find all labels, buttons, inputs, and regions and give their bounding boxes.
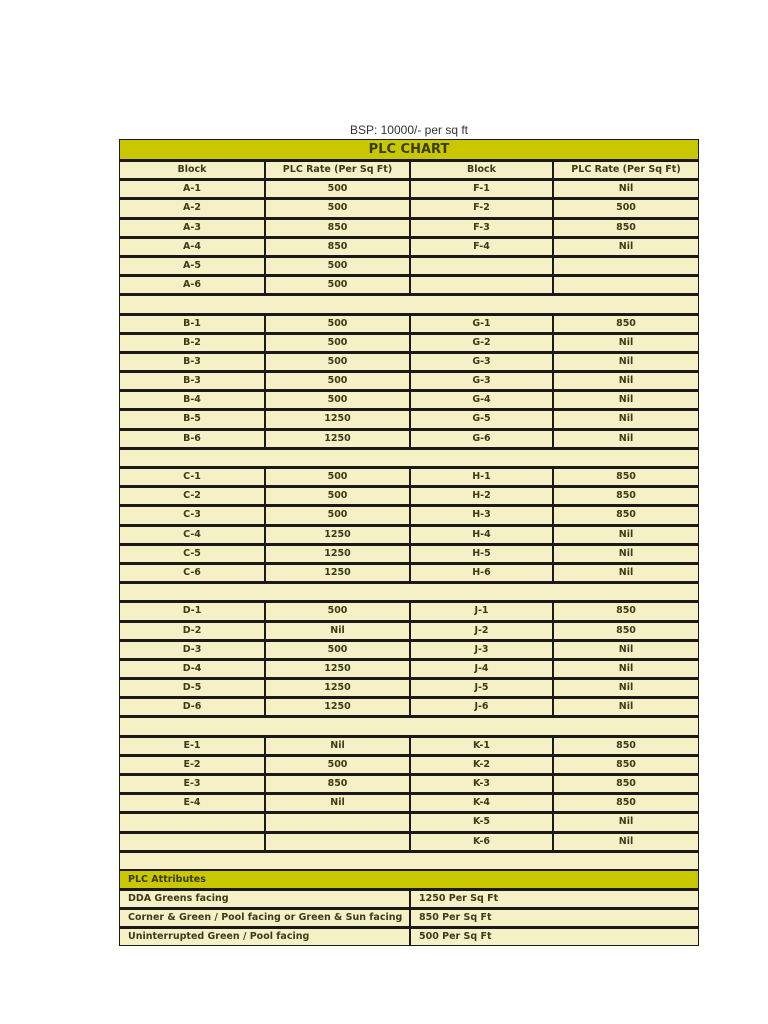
rate-left-cell: 500 xyxy=(265,755,410,774)
rate-right-cell xyxy=(553,256,699,275)
rate-left-cell: 1250 xyxy=(265,678,410,697)
rate-left-cell: 1250 xyxy=(265,544,410,563)
rate-left-cell: Nil xyxy=(265,621,410,640)
rate-right-cell: Nil xyxy=(553,179,699,198)
plc-chart-table xyxy=(119,139,699,946)
rate-left-cell: 1250 xyxy=(265,697,410,716)
block-left-cell: A-3 xyxy=(119,218,265,237)
rate-right-cell: Nil xyxy=(553,409,699,428)
table-row xyxy=(119,198,699,217)
rate-left-cell: 850 xyxy=(265,774,410,793)
rate-right-cell: Nil xyxy=(553,678,699,697)
rate-right-cell: 850 xyxy=(553,467,699,486)
block-left-cell: D-2 xyxy=(119,621,265,640)
block-right-cell: H-6 xyxy=(410,563,553,582)
rate-right-cell: 850 xyxy=(553,505,699,524)
rate-right-cell: 850 xyxy=(553,601,699,620)
group-separator-row xyxy=(119,716,699,735)
rate-left-cell: 500 xyxy=(265,198,410,217)
bsp-rate-caption: BSP: 10000/- per sq ft xyxy=(349,123,469,137)
block-right-cell: H-5 xyxy=(410,544,553,563)
block-left-cell xyxy=(119,832,265,851)
block-right-cell: G-4 xyxy=(410,390,553,409)
header-block-left: Block xyxy=(119,160,265,179)
group-separator-row xyxy=(119,294,699,313)
header-rate-right: PLC Rate (Per Sq Ft) xyxy=(553,160,699,179)
rate-left-cell: 500 xyxy=(265,333,410,352)
rate-left-cell: 1250 xyxy=(265,525,410,544)
block-right-cell: K-1 xyxy=(410,736,553,755)
block-right-cell: K-6 xyxy=(410,832,553,851)
attribute-rate: 1250 Per Sq Ft xyxy=(410,889,699,908)
rate-right-cell: 850 xyxy=(553,793,699,812)
block-right-cell: G-3 xyxy=(410,371,553,390)
table-row xyxy=(119,505,699,524)
block-right-cell: K-5 xyxy=(410,812,553,831)
block-left-cell: E-3 xyxy=(119,774,265,793)
attribute-rate: 500 Per Sq Ft xyxy=(410,927,699,946)
block-left-cell: A-1 xyxy=(119,179,265,198)
block-left-cell: C-2 xyxy=(119,486,265,505)
table-row xyxy=(119,736,699,755)
table-row xyxy=(119,525,699,544)
rate-right-cell: 850 xyxy=(553,314,699,333)
rate-right-cell: Nil xyxy=(553,525,699,544)
block-right-cell: K-2 xyxy=(410,755,553,774)
block-left-cell xyxy=(119,812,265,831)
block-left-cell: C-6 xyxy=(119,563,265,582)
block-left-cell: E-2 xyxy=(119,755,265,774)
block-right-cell: G-1 xyxy=(410,314,553,333)
rate-right-cell: Nil xyxy=(553,697,699,716)
group-separator-row xyxy=(119,851,699,870)
table-row xyxy=(119,774,699,793)
rate-left-cell: 850 xyxy=(265,237,410,256)
rate-right-cell: Nil xyxy=(553,659,699,678)
table-row xyxy=(119,237,699,256)
rate-left-cell: 500 xyxy=(265,505,410,524)
rate-left-cell: 500 xyxy=(265,467,410,486)
attribute-row xyxy=(119,927,699,946)
table-row xyxy=(119,755,699,774)
table-row xyxy=(119,659,699,678)
rate-left-cell: 500 xyxy=(265,371,410,390)
rate-left-cell xyxy=(265,812,410,831)
block-left-cell: D-4 xyxy=(119,659,265,678)
header-rate-left: PLC Rate (Per Sq Ft) xyxy=(265,160,410,179)
block-right-cell: K-4 xyxy=(410,793,553,812)
rate-right-cell: 850 xyxy=(553,774,699,793)
block-left-cell: B-3 xyxy=(119,352,265,371)
rate-right-cell: 850 xyxy=(553,486,699,505)
block-right-cell: J-2 xyxy=(410,621,553,640)
table-row xyxy=(119,179,699,198)
rate-left-cell: 1250 xyxy=(265,429,410,448)
rate-right-cell: Nil xyxy=(553,333,699,352)
table-row xyxy=(119,371,699,390)
rate-right-cell: Nil xyxy=(553,544,699,563)
block-right-cell: F-4 xyxy=(410,237,553,256)
block-right-cell: K-3 xyxy=(410,774,553,793)
block-left-cell: B-2 xyxy=(119,333,265,352)
block-left-cell: A-5 xyxy=(119,256,265,275)
table-row xyxy=(119,218,699,237)
attribute-rate: 850 Per Sq Ft xyxy=(410,908,699,927)
block-left-cell: B-1 xyxy=(119,314,265,333)
rate-left-cell: 500 xyxy=(265,601,410,620)
block-right-cell xyxy=(410,256,553,275)
rate-right-cell xyxy=(553,275,699,294)
rate-right-cell: Nil xyxy=(553,563,699,582)
rate-left-cell: 1250 xyxy=(265,409,410,428)
attribute-row xyxy=(119,908,699,927)
rate-left-cell: 500 xyxy=(265,352,410,371)
header-block-right: Block xyxy=(410,160,553,179)
rate-right-cell: Nil xyxy=(553,352,699,371)
rate-left-cell: 1250 xyxy=(265,563,410,582)
rate-left-cell: 500 xyxy=(265,486,410,505)
table-row xyxy=(119,333,699,352)
block-right-cell: H-4 xyxy=(410,525,553,544)
table-row xyxy=(119,563,699,582)
block-groups xyxy=(119,179,699,870)
block-right-cell: J-5 xyxy=(410,678,553,697)
block-left-cell: C-5 xyxy=(119,544,265,563)
plc-attributes-title: PLC Attributes xyxy=(119,870,699,889)
plc-attributes-list xyxy=(119,889,699,946)
block-left-cell: D-6 xyxy=(119,697,265,716)
attribute-label: Corner & Green / Pool facing or Green & Sun facing xyxy=(119,908,410,927)
table-row xyxy=(119,544,699,563)
block-left-cell: A-2 xyxy=(119,198,265,217)
block-right-cell: H-3 xyxy=(410,505,553,524)
attribute-label: Uninterrupted Green / Pool facing xyxy=(119,927,410,946)
block-right-cell: J-6 xyxy=(410,697,553,716)
table-row xyxy=(119,640,699,659)
rate-right-cell: Nil xyxy=(553,371,699,390)
rate-right-cell: Nil xyxy=(553,429,699,448)
table-row xyxy=(119,256,699,275)
table-row xyxy=(119,409,699,428)
rate-right-cell: Nil xyxy=(553,832,699,851)
group-separator-row xyxy=(119,448,699,467)
rate-left-cell: 1250 xyxy=(265,659,410,678)
rate-right-cell: 500 xyxy=(553,198,699,217)
block-right-cell: F-2 xyxy=(410,198,553,217)
block-left-cell: A-4 xyxy=(119,237,265,256)
block-right-cell: G-2 xyxy=(410,333,553,352)
block-left-cell: B-5 xyxy=(119,409,265,428)
block-left-cell: B-4 xyxy=(119,390,265,409)
block-left-cell: D-3 xyxy=(119,640,265,659)
table-row xyxy=(119,352,699,371)
block-left-cell: A-6 xyxy=(119,275,265,294)
table-row xyxy=(119,390,699,409)
block-left-cell: C-1 xyxy=(119,467,265,486)
block-left-cell: D-5 xyxy=(119,678,265,697)
block-left-cell: B-6 xyxy=(119,429,265,448)
rate-right-cell: Nil xyxy=(553,812,699,831)
block-right-cell: H-2 xyxy=(410,486,553,505)
rate-left-cell: 850 xyxy=(265,218,410,237)
block-right-cell: H-1 xyxy=(410,467,553,486)
attribute-row xyxy=(119,889,699,908)
table-row xyxy=(119,678,699,697)
block-right-cell: G-3 xyxy=(410,352,553,371)
rate-left-cell: 500 xyxy=(265,275,410,294)
table-row xyxy=(119,314,699,333)
block-right-cell xyxy=(410,275,553,294)
block-right-cell: F-1 xyxy=(410,179,553,198)
rate-right-cell: 850 xyxy=(553,755,699,774)
rate-right-cell: 850 xyxy=(553,218,699,237)
block-right-cell: G-5 xyxy=(410,409,553,428)
table-row xyxy=(119,812,699,831)
block-right-cell: J-4 xyxy=(410,659,553,678)
table-row xyxy=(119,467,699,486)
rate-right-cell: Nil xyxy=(553,640,699,659)
rate-left-cell: 500 xyxy=(265,179,410,198)
rate-right-cell: 850 xyxy=(553,621,699,640)
table-header-row xyxy=(119,160,699,179)
table-row xyxy=(119,486,699,505)
block-right-cell: F-3 xyxy=(410,218,553,237)
table-row xyxy=(119,793,699,812)
rate-left-cell: 500 xyxy=(265,640,410,659)
table-row xyxy=(119,621,699,640)
block-left-cell: D-1 xyxy=(119,601,265,620)
rate-left-cell: 500 xyxy=(265,390,410,409)
group-separator-row xyxy=(119,582,699,601)
rate-right-cell: 850 xyxy=(553,736,699,755)
block-right-cell: G-6 xyxy=(410,429,553,448)
attribute-label: DDA Greens facing xyxy=(119,889,410,908)
rate-left-cell: Nil xyxy=(265,736,410,755)
rate-left-cell: 500 xyxy=(265,314,410,333)
rate-right-cell: Nil xyxy=(553,237,699,256)
table-row xyxy=(119,832,699,851)
rate-left-cell: Nil xyxy=(265,793,410,812)
rate-left-cell: 500 xyxy=(265,256,410,275)
plc-chart-title: PLC CHART xyxy=(119,139,699,160)
rate-left-cell xyxy=(265,832,410,851)
block-right-cell: J-3 xyxy=(410,640,553,659)
table-row xyxy=(119,601,699,620)
block-left-cell: C-3 xyxy=(119,505,265,524)
table-row xyxy=(119,429,699,448)
block-left-cell: C-4 xyxy=(119,525,265,544)
block-left-cell: B-3 xyxy=(119,371,265,390)
table-row xyxy=(119,275,699,294)
rate-right-cell: Nil xyxy=(553,390,699,409)
block-left-cell: E-4 xyxy=(119,793,265,812)
table-row xyxy=(119,697,699,716)
block-right-cell: J-1 xyxy=(410,601,553,620)
block-left-cell: E-1 xyxy=(119,736,265,755)
